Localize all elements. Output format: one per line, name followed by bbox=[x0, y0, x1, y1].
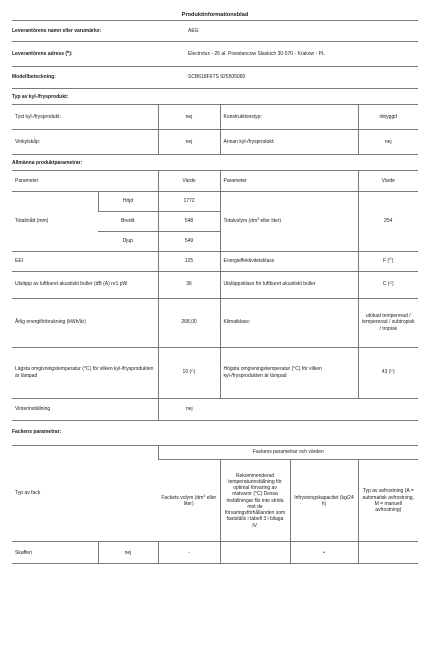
compartment-defrost bbox=[358, 542, 418, 564]
min-temp-value: 10 ($^C$) bbox=[158, 347, 220, 398]
general-heading: Allmänna produktparametrar: bbox=[12, 155, 418, 171]
product-information-sheet bbox=[12, 0, 418, 564]
model-label: Modellbeteckning: bbox=[12, 74, 56, 81]
min-temp-label: Lägsta omgivningstemperatur (°C) för vilken kyl-/frysprodukten är lämpad bbox=[12, 347, 158, 398]
annual-energy-label: Årlig energiförbrukning (kWh/år) bbox=[12, 298, 158, 347]
compartments-group-header-row bbox=[12, 446, 418, 460]
col-param-header: Parameter bbox=[12, 171, 158, 191]
type-value: nej bbox=[158, 129, 220, 154]
energy-class-label: Energieffektivitetsklass bbox=[220, 251, 358, 271]
noise-class-label: Utsläppsklass för luftburet akustiskt buller bbox=[220, 271, 358, 298]
compartments-table bbox=[12, 446, 418, 565]
winter-label: Vinterinställning bbox=[12, 398, 158, 420]
eei-value: 125 bbox=[158, 251, 220, 271]
type-value: nej bbox=[358, 129, 418, 154]
type-label: Konstruktionstyp: bbox=[220, 105, 358, 129]
max-temp-label: Högsta omgivningstemperatur (°C) för vilken kyl-/frysprodukten är lämpad bbox=[220, 347, 358, 398]
empty-cell bbox=[220, 398, 358, 420]
volume-value: 254 bbox=[358, 191, 418, 251]
type-label: Tyst kyl-/frysprodukt: bbox=[12, 105, 158, 129]
noise-class-value: C ($^C$) bbox=[358, 271, 418, 298]
type-row bbox=[12, 129, 418, 154]
dimensions-label: Totalmått (mm) bbox=[12, 191, 98, 251]
col-type-header: Typ av fack bbox=[12, 446, 158, 542]
address-value: Electrolux - 26 al. Powstancow Slaskich 30-570 - Krakow - PL bbox=[188, 50, 325, 57]
group-header: Fackens parametrar och värden bbox=[158, 446, 418, 460]
type-row bbox=[12, 105, 418, 129]
winter-value: nej bbox=[158, 398, 220, 420]
supplier-row bbox=[12, 20, 418, 42]
col-defrost-header: Typ av avfrostning (A = automatisk avfrostning, M = manuell avfrostning) bbox=[358, 460, 418, 542]
dimension-value: 548 bbox=[158, 211, 220, 231]
col-value-header: Värde bbox=[158, 171, 220, 191]
type-value: inbyggd bbox=[358, 105, 418, 129]
noise-value: 36 bbox=[158, 271, 220, 298]
sheet-title: Produktinformationsblad bbox=[181, 12, 249, 18]
supplier-label: Leverantörens namn eller varumärke: bbox=[12, 27, 102, 34]
type-label: Vinkylskåp: bbox=[12, 129, 158, 154]
dimension-name: Bredd bbox=[98, 211, 158, 231]
noise-row bbox=[12, 271, 418, 298]
compartment-temp bbox=[220, 542, 290, 564]
max-temp-value: 43 ($^C$) bbox=[358, 347, 418, 398]
ambient-temp-row bbox=[12, 347, 418, 398]
type-heading: Typ av kyl-/frysprodukt: bbox=[12, 89, 418, 105]
supplier-value: AEG bbox=[188, 27, 199, 34]
compartment-present: nej bbox=[98, 542, 158, 564]
address-row bbox=[12, 42, 418, 67]
dimension-name: Djup bbox=[98, 231, 158, 251]
eei-row bbox=[12, 251, 418, 271]
general-header-row bbox=[12, 171, 418, 191]
col-temp-header: Rekommenderad temperaturinställning för optimal förvaring av matvaror (°C) Dessa inställningar får inte strida mot de förvaringsförhållanden som fastställs i tabell 3 i bilaga IV. bbox=[220, 460, 290, 542]
climate-class-label: Klimatklass: bbox=[220, 298, 358, 347]
annual-energy-value: 268,00 bbox=[158, 298, 220, 347]
general-table bbox=[12, 171, 418, 421]
winter-row bbox=[12, 398, 418, 420]
dimension-row bbox=[12, 191, 418, 211]
address-label: Leverantörens adress ($^b$): bbox=[12, 50, 73, 57]
type-value: nej bbox=[158, 105, 220, 129]
volume-label: Totalvolym ($dm^3$ eller liter) bbox=[220, 191, 358, 251]
col-freeze-header: Infrysningskapacitet (kg/24 h) bbox=[290, 460, 358, 542]
dimension-name: Höjd bbox=[98, 191, 158, 211]
climate-class-value: utökad tempererad / tempererad / subtropisk / tropisk bbox=[358, 298, 418, 347]
annual-energy-row bbox=[12, 298, 418, 347]
compartment-row bbox=[12, 542, 418, 564]
empty-cell bbox=[358, 398, 418, 420]
col-value-header: Värde bbox=[358, 171, 418, 191]
model-value: SCB618F6TS 925505060 bbox=[188, 74, 246, 81]
compartments-heading: Fackens parametrar: bbox=[12, 421, 418, 446]
energy-class-value: F ($^C$) bbox=[358, 251, 418, 271]
dimension-value: 1772 bbox=[158, 191, 220, 211]
compartment-freeze: • bbox=[290, 542, 358, 564]
col-param-header: Parameter bbox=[220, 171, 358, 191]
model-row bbox=[12, 67, 418, 89]
compartment-name: Skafferi bbox=[12, 542, 98, 564]
type-label: Annan kyl-/frysprodukt: bbox=[220, 129, 358, 154]
compartment-volume: - bbox=[158, 542, 220, 564]
dimension-value: 549 bbox=[158, 231, 220, 251]
eei-label: EEI bbox=[12, 251, 158, 271]
col-volume-header: Fackets volym ($dm^3$ eller liter) bbox=[158, 460, 220, 542]
noise-label: Utsläpp av luftburet akustiskt buller (dB (A) re1 pW bbox=[12, 271, 158, 298]
type-table bbox=[12, 105, 418, 155]
